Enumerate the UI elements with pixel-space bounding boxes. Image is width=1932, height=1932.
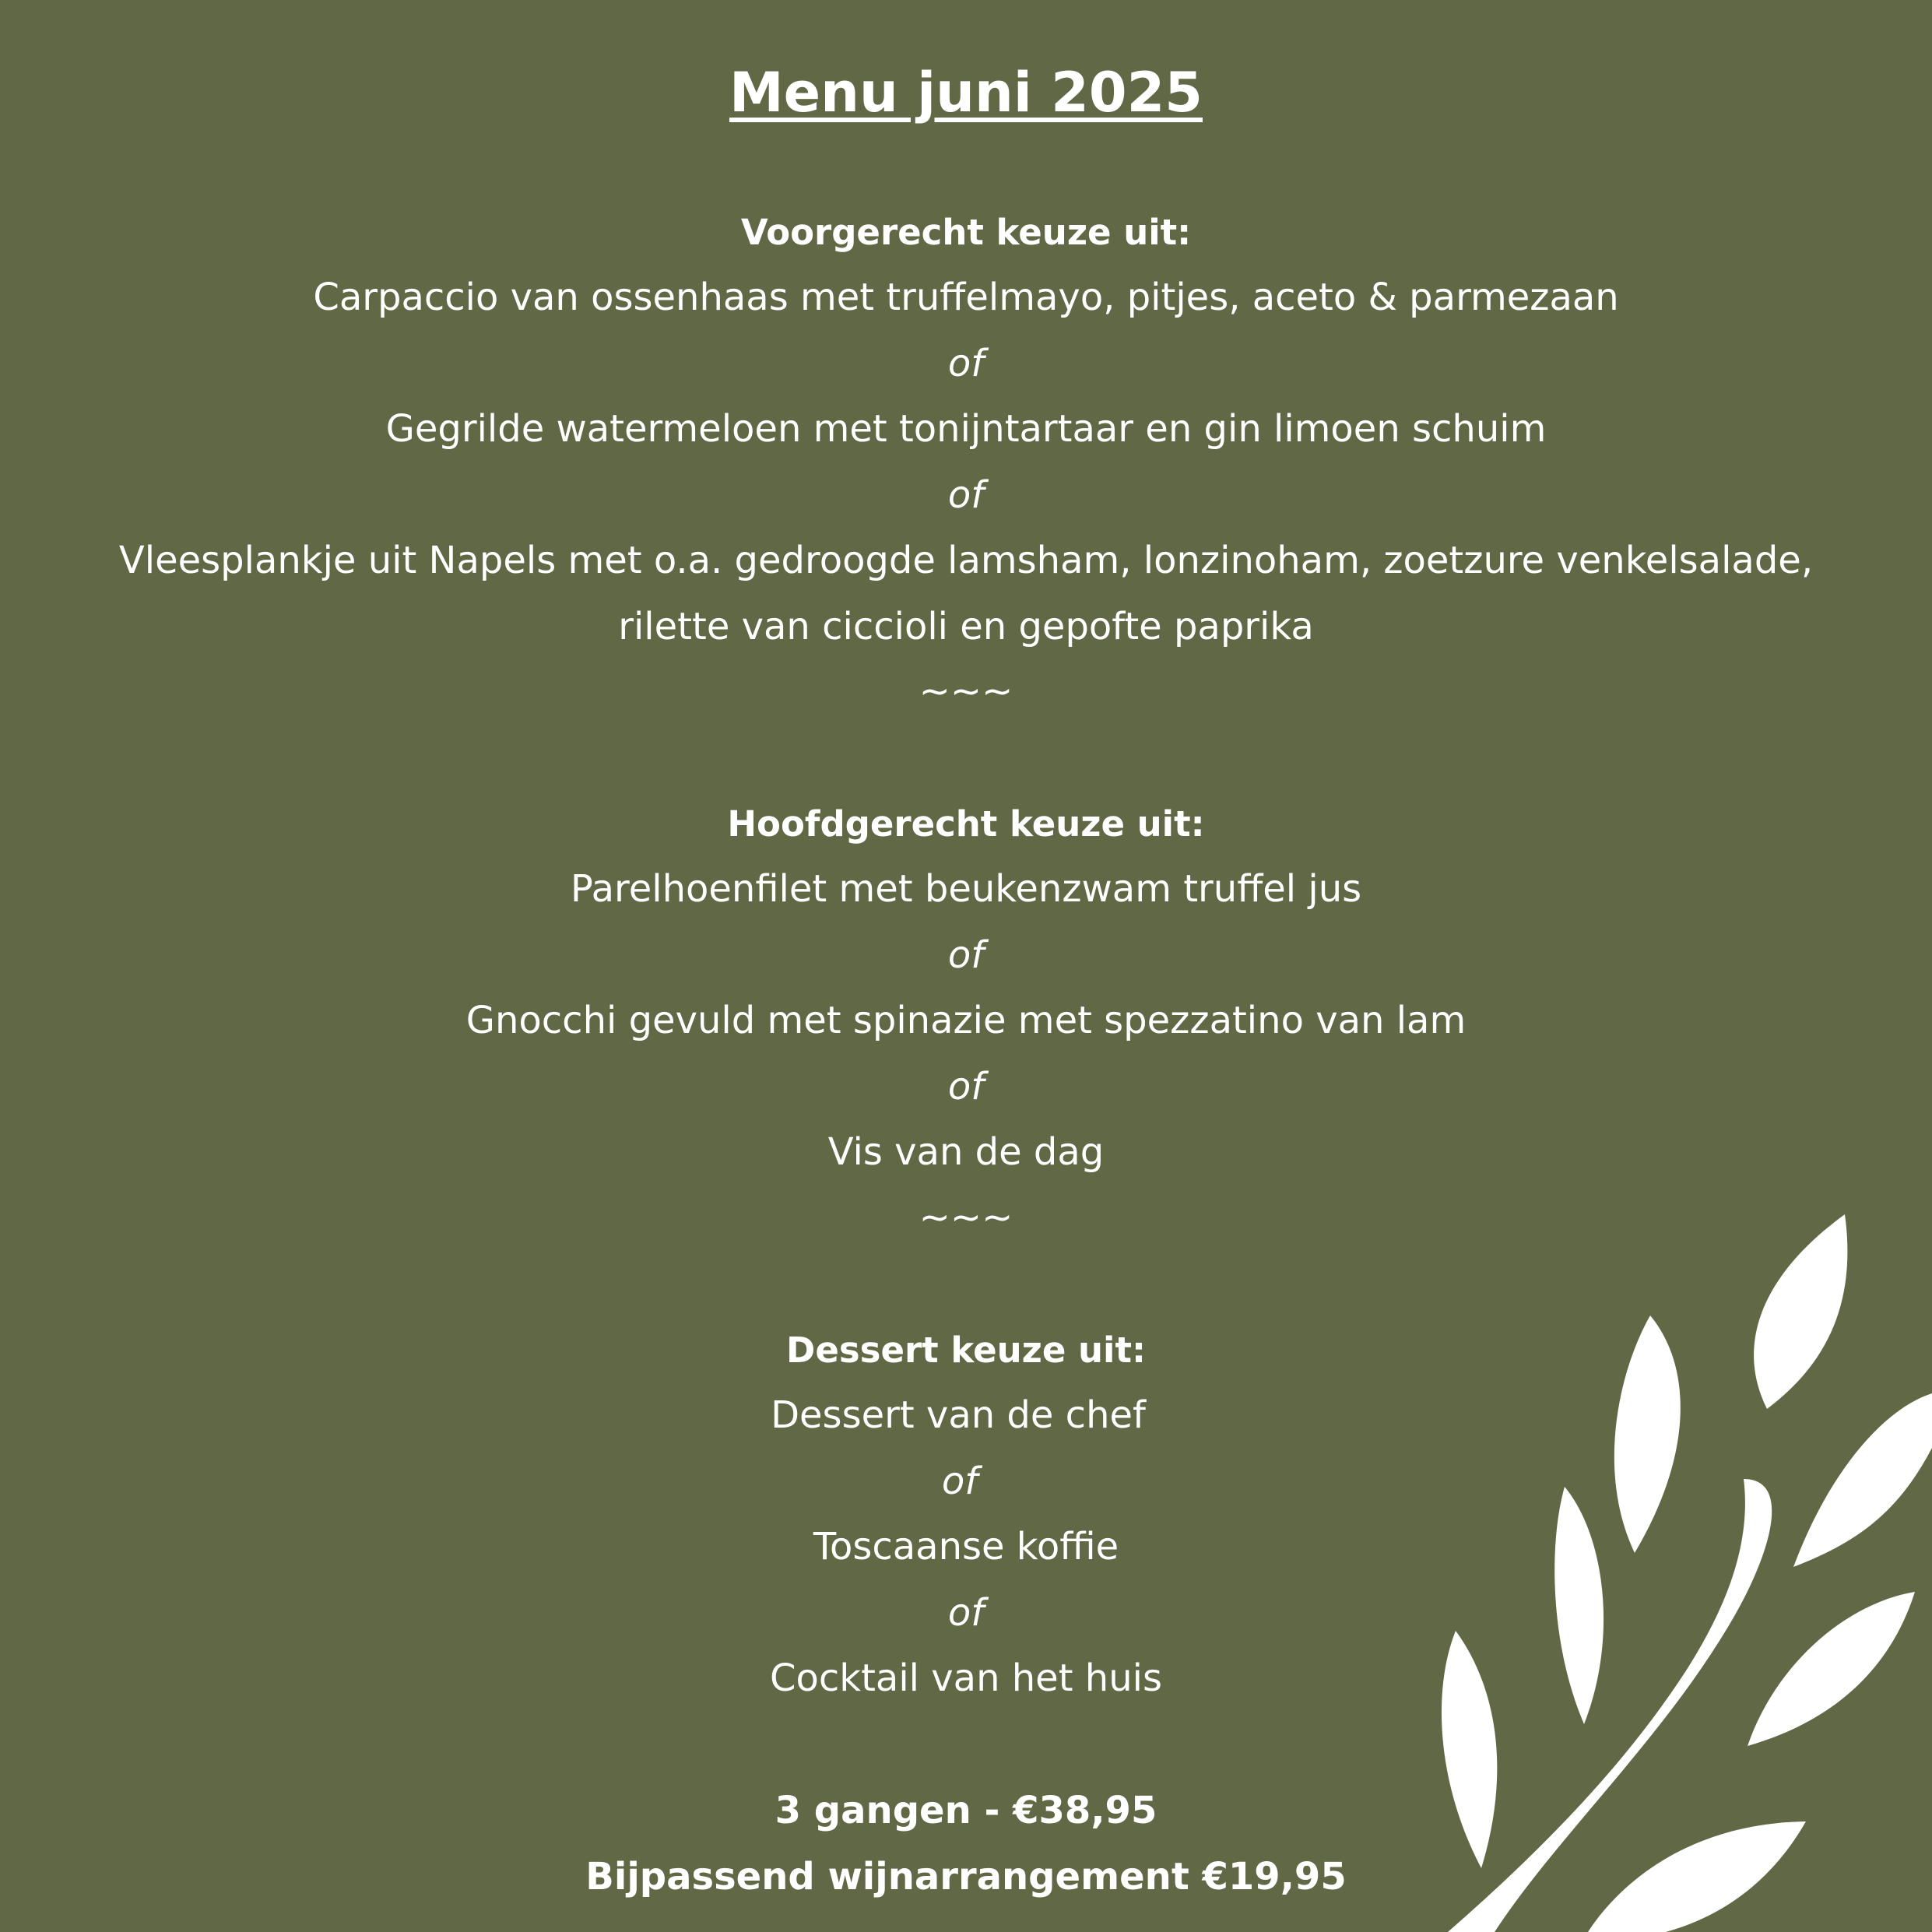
or-separator: of: [947, 473, 985, 517]
section-divider: ~~~: [919, 669, 1013, 713]
or-separator: of: [947, 1591, 985, 1635]
dessert-item-koffie: Toscaanse koffie: [813, 1525, 1119, 1568]
section-divider: ~~~: [919, 1196, 1013, 1239]
or-separator: of: [941, 1460, 978, 1503]
starter-item-vleesplankje-line2: rilette van ciccioli en gepofte paprika: [618, 605, 1314, 648]
wine-price: Bijpassend wijnarrangement €19,95: [585, 1855, 1347, 1899]
main-heading: Hoofdgerecht keuze uit:: [727, 803, 1205, 845]
starter-item-vleesplankje-line1: Vleesplankje uit Napels met o.a. gedroogde lamsham, lonzinoham, zoetzure venkelsalade,: [118, 539, 1814, 582]
main-item-vis: Vis van de dag: [827, 1130, 1105, 1174]
main-item-gnocchi: Gnocchi gevuld met spinazie met spezzatino van lam: [465, 999, 1467, 1042]
page-title: Menu juni 2025: [729, 61, 1203, 125]
or-separator: of: [947, 933, 985, 977]
starter-item-carpaccio: Carpaccio van ossenhaas met truffelmayo, pitjes, aceto & parmezaan: [313, 276, 1619, 319]
starter-item-watermeloen: Gegrilde watermeloen met tonijntartaar en gin limoen schuim: [385, 407, 1547, 451]
leaf-branch-icon: [1401, 1214, 1932, 1932]
main-item-parelhoen: Parelhoenfilet met beukenzwam truffel jus: [570, 867, 1362, 911]
dessert-heading: Dessert keuze uit:: [786, 1330, 1146, 1371]
dessert-item-cocktail: Cocktail van het huis: [770, 1656, 1162, 1700]
starter-heading: Voorgerecht keuze uit:: [740, 212, 1192, 253]
or-separator: of: [947, 342, 985, 385]
dessert-item-chef: Dessert van de chef: [771, 1393, 1146, 1437]
course-price: 3 gangen - €38,95: [775, 1789, 1157, 1832]
or-separator: of: [947, 1065, 985, 1108]
